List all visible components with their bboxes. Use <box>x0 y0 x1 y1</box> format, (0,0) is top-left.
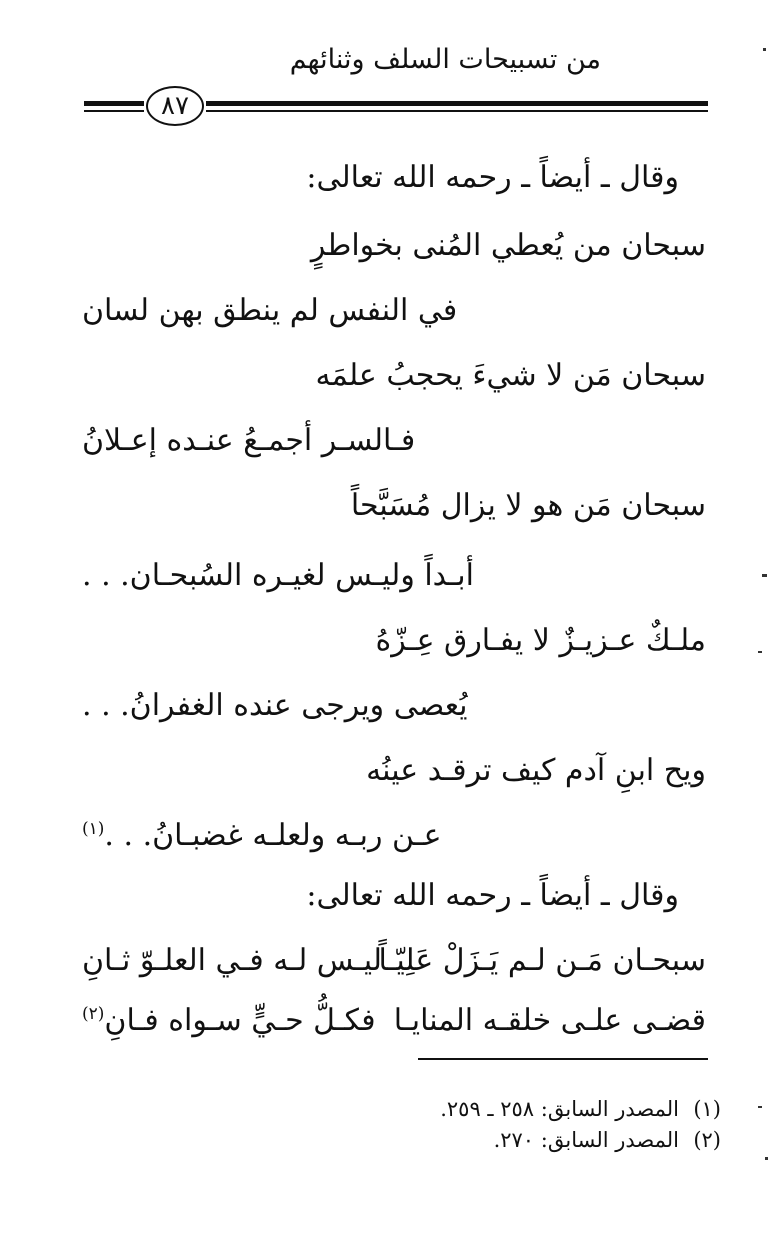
poem2-verse-2-first: قضـى علـى خلقـه المنايـا <box>393 1003 706 1038</box>
footnote-ref-2: (٢) <box>82 1004 105 1024</box>
running-header-title: من تسبيحات السلف وثنائهم <box>289 44 601 75</box>
poem1-line-2: في النفس لم ينطق بهن لسان <box>82 293 458 328</box>
header-rule-left-thick <box>84 101 144 106</box>
footnote-2-number: (٢) <box>693 1128 721 1152</box>
poem1-line-4: فـالسـر أجمـعُ عنـده إعـلانُ <box>82 423 416 458</box>
scan-speck <box>765 1157 768 1160</box>
footnote-separator <box>418 1058 708 1060</box>
page-number-badge <box>146 86 204 126</box>
header-rule-right-thin <box>206 110 708 112</box>
footnote-1-text: المصدر السابق: ٢٥٨ ـ ٢٥٩. <box>440 1097 679 1121</box>
footnote-2 <box>494 1128 721 1152</box>
poem1-line-10-text: عـن ربـه ولعلـه غضبـانُ. . . <box>104 818 442 853</box>
footnote-2-text: المصدر السابق: ٢٧٠. <box>493 1128 679 1152</box>
scan-speck <box>758 651 762 653</box>
poem1-line-9: ويح ابنِ آدم كيف ترقـد عينُه <box>366 753 706 788</box>
poem1-line-10 <box>82 818 442 853</box>
footnote-1-number: (١) <box>693 1097 721 1121</box>
poem1-intro: وقال ـ أيضاً ـ رحمه الله تعالى: <box>306 160 679 195</box>
poem1-line-3: سبحان مَن لا شيءَ يحجبُ علمَه <box>315 358 706 393</box>
poem1-line-6: أبـداً وليـس لغيـره السُبحـان. . . <box>82 558 474 593</box>
header-rule-left-thin <box>84 110 144 112</box>
poem1-line-5: سبحان مَن هو لا يزال مُسَبَّحاً <box>350 488 706 523</box>
poem2-intro: وقال ـ أيضاً ـ رحمه الله تعالى: <box>306 878 679 913</box>
poem2-verse-2-second: فكـلُّ حـيٍّ سـواه فـانِ <box>104 1003 376 1038</box>
header-rule-right-thick <box>206 101 708 106</box>
scan-speck <box>758 1106 762 1108</box>
poem1-line-7: ملـكٌ عـزيـزٌ لا يفـارق عِـزّهُ <box>375 623 706 658</box>
footnote-ref-1: (١) <box>82 819 105 839</box>
poem1-line-8: يُعصى ويرجى عنده الغفرانُ. . . <box>82 688 468 723</box>
poem1-line-1: سبحان من يُعطي المُنى بخواطرٍ <box>310 228 706 263</box>
poem2-verse-1-second: ليـس لـه فـي العلـوّ ثـانِ <box>82 943 382 978</box>
poem2-verse-2-second-wrap <box>82 1003 376 1038</box>
scan-speck <box>762 574 767 577</box>
scan-speck <box>763 48 766 51</box>
footnote-1 <box>440 1097 721 1121</box>
poem2-verse-1-first: سبحـان مَـن لـم يَـزَلْ عَلِيّـاً <box>378 943 706 978</box>
page-number: ٨٧ <box>161 91 189 121</box>
